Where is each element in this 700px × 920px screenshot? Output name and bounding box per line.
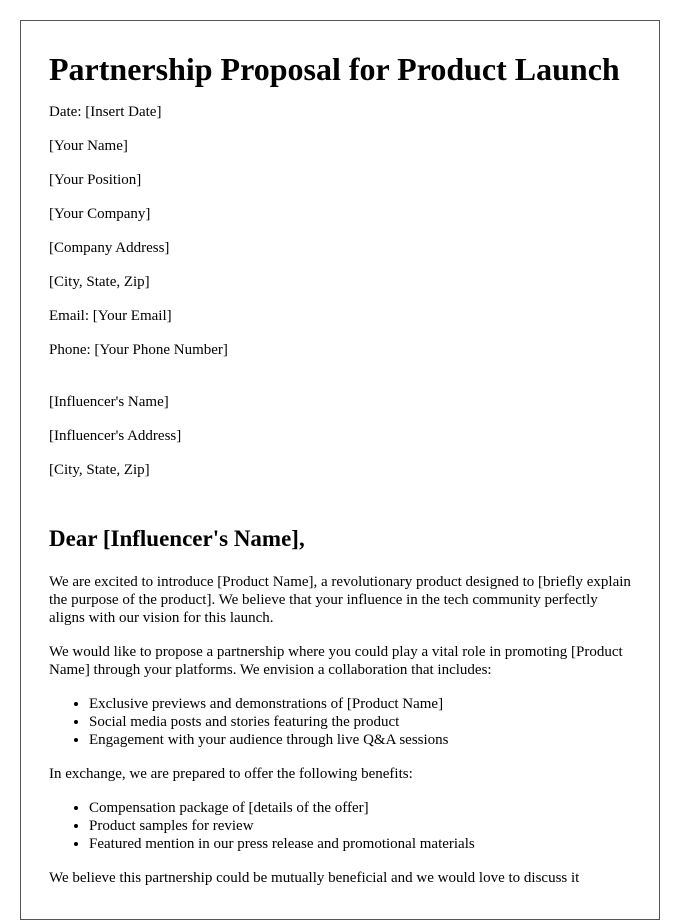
- list-item: • Compensation package of [details of the offer]: [89, 799, 631, 817]
- benefits-list: [49, 799, 631, 853]
- proposal-paragraph: We would like to propose a partnership where you could play a vital role in promoting [Product Name] through your platforms. We envision a collaboration that includes:: [49, 644, 623, 678]
- recipient-address: [Influencer's Address]: [49, 428, 182, 444]
- sender-company: [Your Company]: [49, 206, 151, 222]
- letter-page: [20, 20, 660, 920]
- sender-city: [City, State, Zip]: [49, 274, 150, 290]
- sender-position: [Your Position]: [49, 172, 142, 188]
- sender-name: [Your Name]: [49, 138, 128, 154]
- list-item: • Engagement with your audience through live Q&A sessions: [89, 731, 631, 749]
- exchange-paragraph: In exchange, we are prepared to offer the following benefits:: [49, 766, 413, 782]
- list-item: • Featured mention in our press release and promotional materials: [89, 835, 631, 853]
- sender-date: Date: [Insert Date]: [49, 104, 162, 120]
- list-item: • Product samples for review: [89, 817, 631, 835]
- list-item: • Exclusive previews and demonstrations of [Product Name]: [89, 695, 631, 713]
- recipient-city: [City, State, Zip]: [49, 462, 150, 478]
- closing-paragraph: We believe this partnership could be mutually beneficial and we would love to discuss it: [49, 870, 580, 886]
- recipient-name: [Influencer's Name]: [49, 394, 169, 410]
- sender-email: Email: [Your Email]: [49, 308, 172, 324]
- sender-address: [Company Address]: [49, 240, 170, 256]
- sender-phone: Phone: [Your Phone Number]: [49, 342, 228, 358]
- spacer: [49, 375, 631, 393]
- letter-title: Partnership Proposal for Product Launch: [49, 51, 620, 87]
- intro-paragraph: We are excited to introduce [Product Name], a revolutionary product designed to [briefly explain the purpose of the product]. We believe that your influence in the tech community perfectly aligns with our vision for this launch.: [49, 574, 631, 626]
- collaboration-list: [49, 695, 631, 749]
- salutation: Dear [Influencer's Name],: [49, 526, 305, 551]
- list-item: • Social media posts and stories featuring the product: [89, 713, 631, 731]
